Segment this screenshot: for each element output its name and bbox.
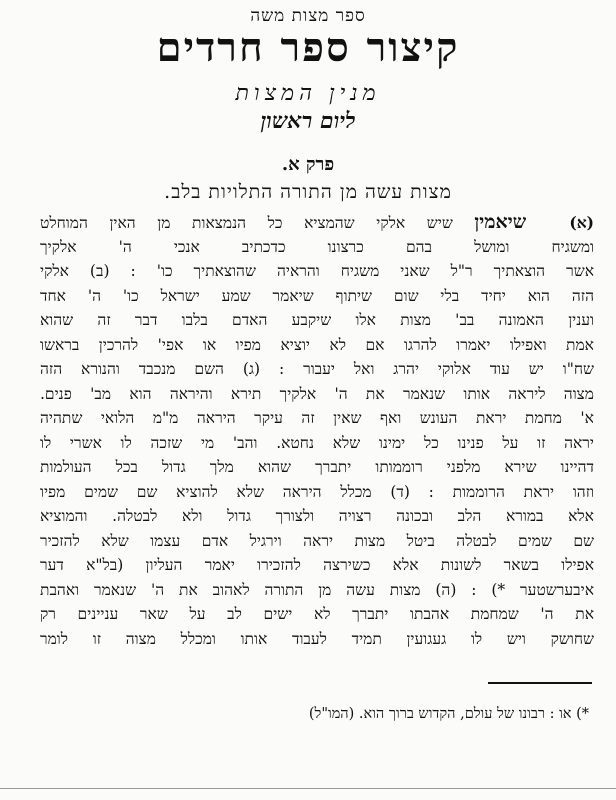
body-line: שם שמים לבטלה ביטל מצות יראה וירגיל אדם עצמו שלא להזכיר [40, 531, 594, 550]
chapter-subtitle: מצות עשה מן התורה התלויות בלב. [164, 181, 452, 203]
lead-word: שיאמין [474, 211, 527, 233]
footnote-divider [488, 682, 592, 684]
chapter-heading: פרק א. [281, 154, 335, 175]
body-line: אמת ואפילו יאמרו להרגו אם לא יוציא מפיו או אפי' להרכין בראשו [40, 335, 594, 354]
body-line: אלא במורא הלב ובכונה רצויה ולצורך גדול ולא לבטלה. והמוציא [40, 507, 594, 525]
body-line: הזה הוא יחיד בלי שום שיתוף שיאמר שמע ישראל כו' ה' אחד [40, 286, 594, 305]
book-series-title: ספר מצות משה [250, 6, 366, 26]
day-heading: ליום ראשון [260, 108, 356, 134]
body-line: אשר הוצאתיך ר"ל שאני משגיח והראיה שהוצאתיך כו' : (ב) אלקי [40, 262, 594, 280]
body-line: ומשגיח ומושל בהם כרצונו כדכתיב אנכי ה' אלקיך [40, 237, 594, 256]
body-line: יראה זו על פנינו כל ימינו שלא נחטא. והב' מי שזכה לו אשרי לו [40, 433, 594, 452]
body-line: אפילו בשאר לשונות אלא כשירצה להזכירו יאמר העליון (בל"א דער [40, 556, 594, 574]
footnote: *) או : רבונו של עולם, הקדוש ברוך הוא. (המו"ל) [308, 706, 589, 722]
body-line: את ה' שמחמת אהבתו יתברך לא ישים לב על שאר עניינים רק [40, 605, 594, 623]
body-line: וזהו יראת הרוממות : (ד) מכלל היראה שלא להוציא שם שמים מפיו [40, 482, 594, 501]
body-line: שחושק ויש לו געגועין תמיד לעבוד אותו ומכלל מצוה זו לומר [40, 629, 594, 648]
body-line-text: שיש אלקי שהמציא כל הנמצאות מן האין המוחלט [40, 214, 453, 232]
body-line: וענין האמונה בב' מצות אלו שיקבע האדם בלבו דבר זה שהוא [40, 311, 594, 329]
body-line [40, 210, 594, 235]
main-title: קיצור ספר חרדים [156, 24, 460, 71]
section-heading: מנין המצות [235, 81, 381, 106]
body-text [40, 210, 594, 651]
page-bottom-edge [0, 788, 616, 789]
paragraph-marker: (א) [569, 213, 594, 232]
body-line: איבערשטער *) : (ה) מצות עשה מן התורה לאהוב את ה' שנאמר ואהבת [40, 580, 594, 599]
body-line: מצוה ליראה אותו שנאמר את ה' אלקיך תירא והיראה הוא מב' פנים. [40, 384, 594, 403]
body-line: שח"ו יש עוד אלוקי יהרג ואל יעבור : (ג) השם מנכבד והנורא הזה [40, 360, 594, 378]
body-line: א' מחמת יראת העונש ואף שאין זה עיקר היראה מ"מ הלואי שתהיה [40, 409, 594, 427]
body-line: דהיינו שירא מלפני רוממותו יתברך שהוא מלך גדול בכל העולמות [40, 458, 594, 476]
